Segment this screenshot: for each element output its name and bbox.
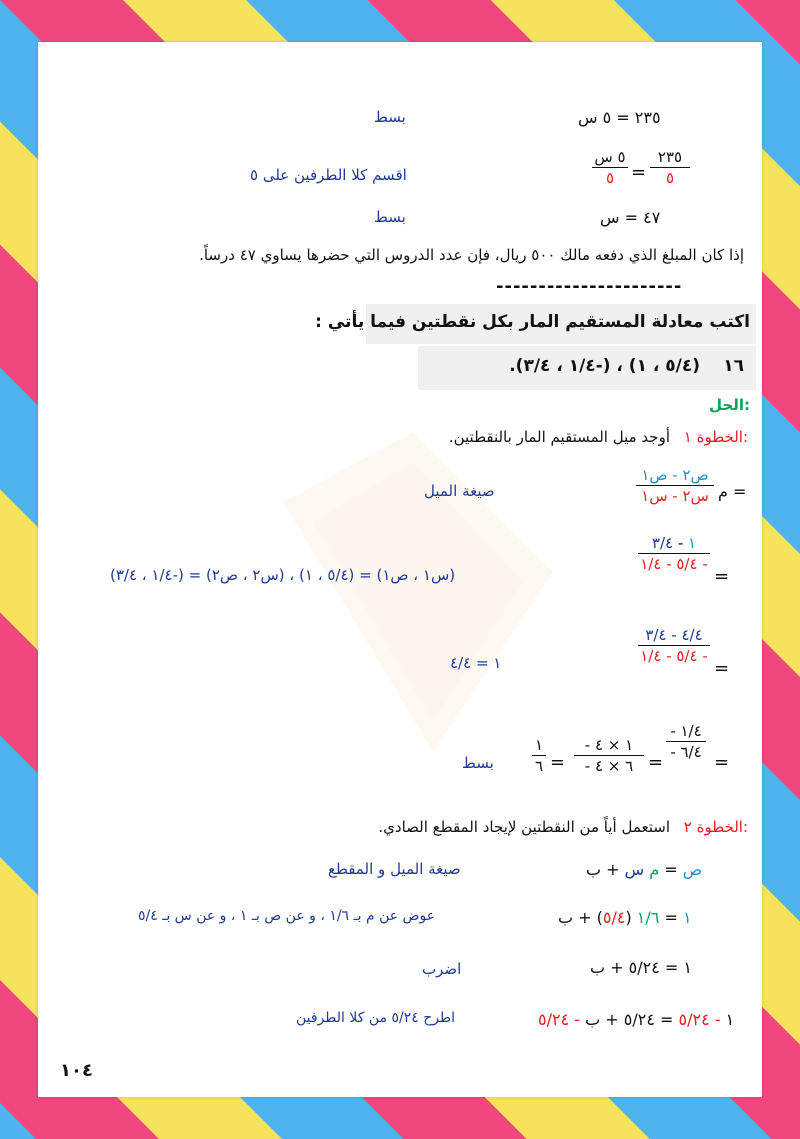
slope-result: ١ ٦ bbox=[532, 736, 546, 775]
step2-text: استعمل أياً من النقطتين لإيجاد المقطع الصادي. bbox=[378, 818, 670, 836]
note-slope-formula: صيغة الميل bbox=[424, 482, 495, 500]
question-points: (٥/٤ ، ١) ، (-١/٤ ، ٣/٤). bbox=[509, 356, 700, 376]
question-number: ١٦ bbox=[723, 356, 744, 376]
fraction-235-over-5: ٢٣٥ ٥ bbox=[650, 148, 690, 187]
slope-fraction-step2: ٤/٤ - ٣/٤ ٥/٤ - ١/٤ - bbox=[638, 626, 710, 665]
equals-sign: = bbox=[631, 162, 647, 183]
divider: ---------------------- bbox=[496, 276, 683, 297]
slope-fraction-step3: - ١/٤ - ٦/٤ bbox=[666, 722, 706, 761]
step1-label: الخطوة ١: bbox=[683, 428, 748, 446]
note-subtract: اطرح ٥/٢٤ من كلا الطرفين bbox=[296, 1010, 455, 1026]
note-one-equals: ١ = ٤/٤ bbox=[450, 654, 502, 672]
step2-label: الخطوة ٢: bbox=[683, 818, 748, 836]
note-simplify-2: بسط bbox=[374, 208, 406, 226]
page-number: ١٠٤ bbox=[60, 1060, 93, 1081]
points-assignment: (س١ ، ص١) = (٥/٤ ، ١) ، (س٢ ، ص٢) = (-١/٤ ، ٣/٤) bbox=[110, 566, 456, 584]
slope-formula-fraction: ص٢ - ص١ س٢ - س١ bbox=[636, 466, 714, 505]
fraction-5s-over-5: ٥ س ٥ bbox=[592, 148, 628, 187]
solution-label: الحل: bbox=[709, 396, 750, 414]
slope-fraction-step1: ١ - ٣/٤ ٥/٤ - ١/٤ - bbox=[638, 534, 710, 573]
equals-sign: = bbox=[714, 566, 730, 587]
note-divide: اقسم كلا الطرفين على ٥ bbox=[250, 166, 407, 184]
note-slope-intercept: صيغة الميل و المقطع bbox=[328, 860, 461, 878]
equation-3: ٤٧ = س bbox=[600, 208, 661, 227]
substituted-equation: ١ = ١/٦ (٥/٤) + ب bbox=[558, 908, 692, 927]
multiplied-equation: ١ = ٥/٢٤ + ب bbox=[590, 958, 692, 977]
equals-sign: = bbox=[550, 752, 566, 773]
note-simplify-1: بسط bbox=[374, 108, 406, 126]
slope-fraction-step4: - ١ × ٤ - ٦ × ٤ bbox=[574, 736, 644, 775]
note-simplify-3: بسط bbox=[462, 754, 494, 772]
equation-1: ٢٣٥ = ٥ س bbox=[578, 108, 661, 127]
equals-sign: = bbox=[714, 658, 730, 679]
book-watermark bbox=[253, 422, 583, 782]
question-instruction: اكتب معادلة المستقيم المار بكل نقطتين فيما يأتي : bbox=[315, 312, 750, 332]
slope-intercept-form: ص = م س + ب bbox=[586, 860, 703, 879]
equals-sign: = bbox=[648, 752, 664, 773]
content-page bbox=[38, 42, 762, 1097]
note-multiply: اضرب bbox=[422, 960, 462, 978]
slope-m: م = bbox=[718, 482, 747, 501]
step1-text: أوجد ميل المستقيم المار بالنقطتين. bbox=[448, 428, 670, 446]
subtracted-equation: ١ - ٥/٢٤ = ٥/٢٤ + ب - ٥/٢٤ bbox=[538, 1010, 735, 1029]
note-substitute: عوض عن م بـ ١/٦ ، و عن ص بـ ١ ، و عن س بـ ٥/٤ bbox=[138, 908, 436, 924]
equals-sign: = bbox=[714, 752, 730, 773]
conclusion-text: إذا كان المبلغ الذي دفعه مالك ٥٠٠ ريال، فإن عدد الدروس التي حضرها يساوي ٤٧ درساً. bbox=[199, 246, 744, 264]
